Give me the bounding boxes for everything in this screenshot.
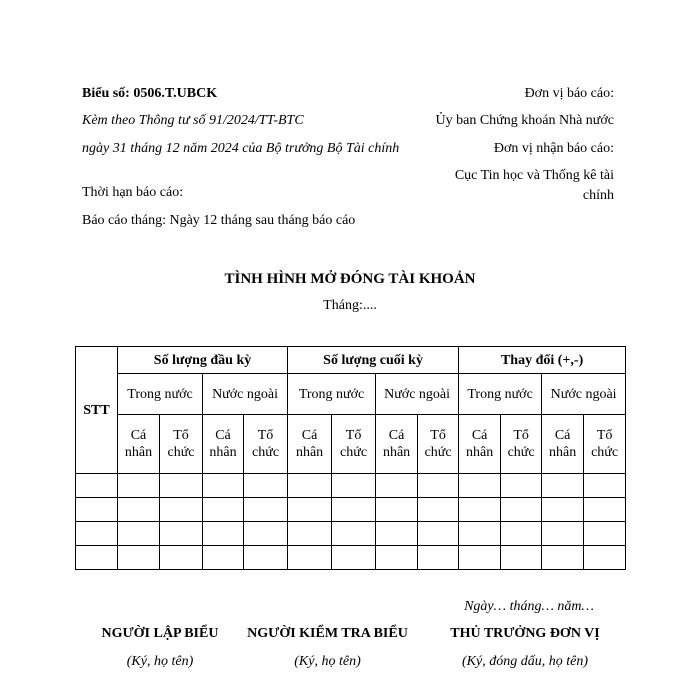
signature-checker: NGƯỜI KIỂM TRA BIỂU (247, 626, 408, 641)
leaf-individual: Cá nhân (459, 415, 501, 474)
subgroup-foreign: Nước ngoài (203, 374, 288, 415)
deadline-value: Báo cáo tháng: Ngày 12 tháng sau tháng báo cáo (82, 213, 356, 228)
group-header-end: Số lượng cuối kỳ (288, 347, 459, 374)
circular-reference: Kèm theo Thông tư số 91/2024/TT-BTC (82, 113, 304, 128)
table-cell (160, 522, 203, 546)
leaf-organization: Tổ chức (160, 415, 203, 474)
table-cell (332, 546, 376, 570)
table-cell (376, 474, 418, 498)
leaf-organization: Tổ chức (501, 415, 542, 474)
table-cell (332, 474, 376, 498)
table-cell (76, 498, 118, 522)
report-title: TÌNH HÌNH MỞ ĐÓNG TÀI KHOẢN (224, 271, 476, 287)
table-cell (203, 474, 244, 498)
table-cell (244, 522, 288, 546)
group-header-change: Thay đổi (+,-) (459, 347, 626, 374)
subgroup-domestic: Trong nước (288, 374, 376, 415)
signature-preparer: NGƯỜI LẬP BIỂU (101, 626, 219, 641)
table-cell (542, 498, 584, 522)
table-cell (118, 546, 160, 570)
table-cell (118, 522, 160, 546)
table-cell (332, 522, 376, 546)
receiving-unit-label: Đơn vị nhận báo cáo: (493, 141, 614, 156)
circular-date: ngày 31 tháng 12 năm 2024 của Bộ trưởng Bộ Tài chính (82, 141, 400, 156)
table-cell (542, 474, 584, 498)
table-cell (118, 498, 160, 522)
table-cell (418, 546, 459, 570)
table-cell (542, 546, 584, 570)
table-cell (376, 498, 418, 522)
table-cell (203, 546, 244, 570)
sign-date: Ngày… tháng… năm… (464, 599, 594, 614)
signature-checker-note: (Ký, họ tên) (294, 654, 361, 669)
table-row (76, 498, 626, 522)
leaf-individual: Cá nhân (203, 415, 244, 474)
receiving-unit: Cục Tin học và Thống kê tài chính (454, 168, 614, 203)
table-cell (501, 498, 542, 522)
signature-head-note: (Ký, đóng dấu, họ tên) (462, 654, 588, 669)
reporting-unit: Ủy ban Chứng khoán Nhà nước (435, 113, 614, 128)
subgroup-foreign: Nước ngoài (376, 374, 459, 415)
table-cell (459, 498, 501, 522)
deadline-label: Thời hạn báo cáo: (82, 185, 184, 200)
table-cell (584, 474, 626, 498)
leaf-organization: Tổ chức (418, 415, 459, 474)
table-cell (288, 498, 332, 522)
table-cell (160, 474, 203, 498)
table-row (76, 546, 626, 570)
table-cell (376, 546, 418, 570)
reporting-unit-label: Đơn vị báo cáo: (524, 86, 614, 101)
table-cell (76, 546, 118, 570)
table-cell (542, 522, 584, 546)
table-cell (459, 522, 501, 546)
group-header-start: Số lượng đầu kỳ (118, 347, 288, 374)
leaf-individual: Cá nhân (376, 415, 418, 474)
table-cell (76, 522, 118, 546)
signature-preparer-note: (Ký, họ tên) (126, 654, 194, 669)
report-month: Tháng:.... (323, 298, 377, 313)
table-cell (118, 474, 160, 498)
subgroup-domestic: Trong nước (459, 374, 542, 415)
table-cell (288, 522, 332, 546)
subgroup-foreign: Nước ngoài (542, 374, 626, 415)
table-cell (376, 522, 418, 546)
table-cell (244, 546, 288, 570)
leaf-organization: Tổ chức (584, 415, 626, 474)
table-cell (203, 498, 244, 522)
table-cell (332, 498, 376, 522)
table-row (76, 474, 626, 498)
table-cell (288, 474, 332, 498)
table-cell (244, 498, 288, 522)
table-cell (459, 474, 501, 498)
table-cell (418, 498, 459, 522)
leaf-organization: Tổ chức (332, 415, 376, 474)
table-cell (288, 546, 332, 570)
table-cell (76, 474, 118, 498)
table-cell (584, 546, 626, 570)
table-cell (584, 522, 626, 546)
leaf-individual: Cá nhân (288, 415, 332, 474)
signature-head: THỦ TRƯỞNG ĐƠN VỊ (450, 626, 600, 641)
form-number: Biểu số: 0506.T.UBCK (82, 86, 218, 101)
subgroup-domestic: Trong nước (118, 374, 203, 415)
table-cell (501, 474, 542, 498)
leaf-organization: Tổ chức (244, 415, 288, 474)
table-cell (501, 546, 542, 570)
table-cell (459, 546, 501, 570)
table-cell (160, 546, 203, 570)
table-cell (584, 498, 626, 522)
table-row (76, 522, 626, 546)
account-table (75, 346, 626, 570)
table-cell (244, 474, 288, 498)
table-cell (160, 498, 203, 522)
table-cell (501, 522, 542, 546)
table-cell (418, 522, 459, 546)
leaf-individual: Cá nhân (542, 415, 584, 474)
leaf-individual: Cá nhân (118, 415, 160, 474)
table-cell (418, 474, 459, 498)
table-cell (203, 522, 244, 546)
stt-header: STT (76, 347, 118, 474)
